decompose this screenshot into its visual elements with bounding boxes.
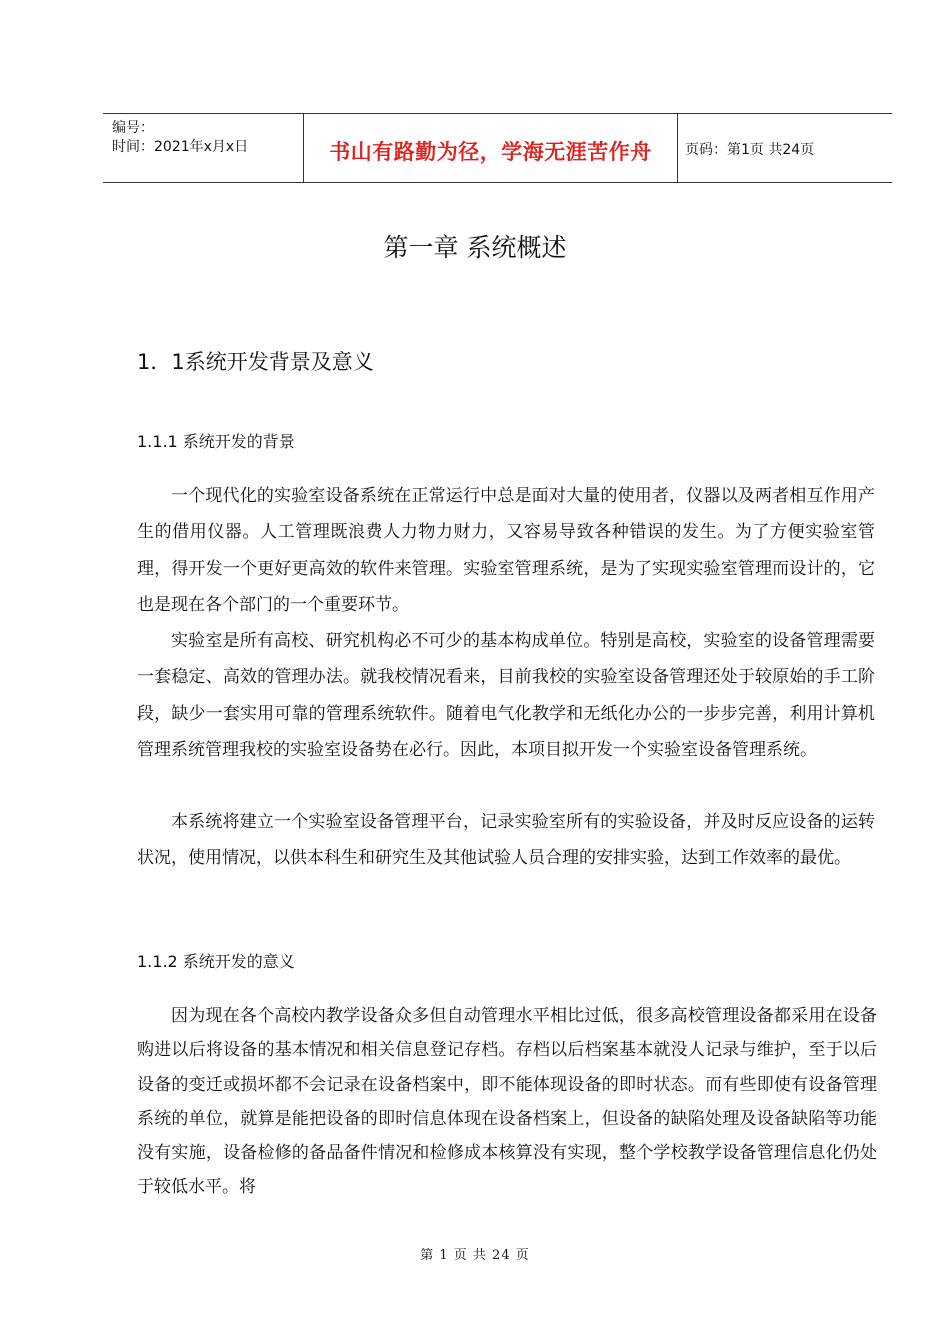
paragraph: 一个现代化的实验室设备系统在正常运行中总是面对大量的使用者，仪器以及两者相互作用产生的借用仪器。人工管理既浪费人力物力财力，又容易导致各种错误的发生。为了方便实验室管理，得开发一个更好更高效的软件来管理。实验室管理系统，是为了实现实验室管理而设计的，它也是现在各个部门的一个重要环节。 bbox=[137, 486, 875, 615]
paragraph: 因为现在各个高校内教学设备众多但自动管理水平相比过低，很多高校管理设备都采用在设备购进以后将设备的基本情况和相关信息登记存档。存档以后档案基本就没人记录与维护，至于以后设备的变迁或损坏都不会记录在设备档案中，即不能体现设备的即时状态。而有些即使有设备管理系统的单位，就算是能把设备的即时信息体现在设备档案上，但设备的缺陷处理及设备缺陷等功能没有实施，设备检修的备品备件情况和检修成本核算没有实现，整个学校教学设备管理信息化仍处于较低水平。将 bbox=[137, 1006, 877, 1198]
subsection-title-background: 1.1.1 系统开发的背景 bbox=[137, 432, 295, 451]
paragraph: 本系统将建立一个实验室设备管理平台，记录实验室所有的实验设备，并及时反应设备的运转状况，使用情况，以供本科生和研究生及其他试验人员合理的安排实验，达到工作效率的最优。 bbox=[137, 812, 875, 869]
chapter-title: 第一章 系统概述 bbox=[383, 233, 567, 262]
serial-number-label: 编号： bbox=[112, 120, 154, 136]
date-label: 时间：2021年x月x日 bbox=[112, 139, 249, 155]
document-header bbox=[103, 113, 892, 183]
header-meta-cell bbox=[103, 114, 304, 182]
section-title: 1．1系统开发背景及意义 bbox=[137, 350, 374, 374]
paragraph: 实验室是所有高校、研究机构必不可少的基本构成单位。特别是高校，实验室的设备管理需要一套稳定、高效的管理办法。就我校情况看来，目前我校的实验室设备管理还处于较原始的手工阶段，缺少一套实用可靠的管理系统软件。随着电气化教学和无纸化办公的一步步完善，利用计算机管理系统管理我校的实验室设备势在必行。因此，本项目拟开发一个实验室设备管理系统。 bbox=[137, 631, 875, 760]
header-page-cell bbox=[678, 114, 892, 182]
header-motto-cell bbox=[304, 114, 678, 182]
page-footer: 第 1 页 共 24 页 bbox=[420, 1248, 530, 1263]
header-motto: 书山有路勤为径，学海无涯苦作舟 bbox=[329, 140, 652, 164]
header-page-info: 页码：第1页 共24页 bbox=[685, 142, 815, 158]
subsection-title-significance: 1.1.2 系统开发的意义 bbox=[137, 952, 295, 971]
